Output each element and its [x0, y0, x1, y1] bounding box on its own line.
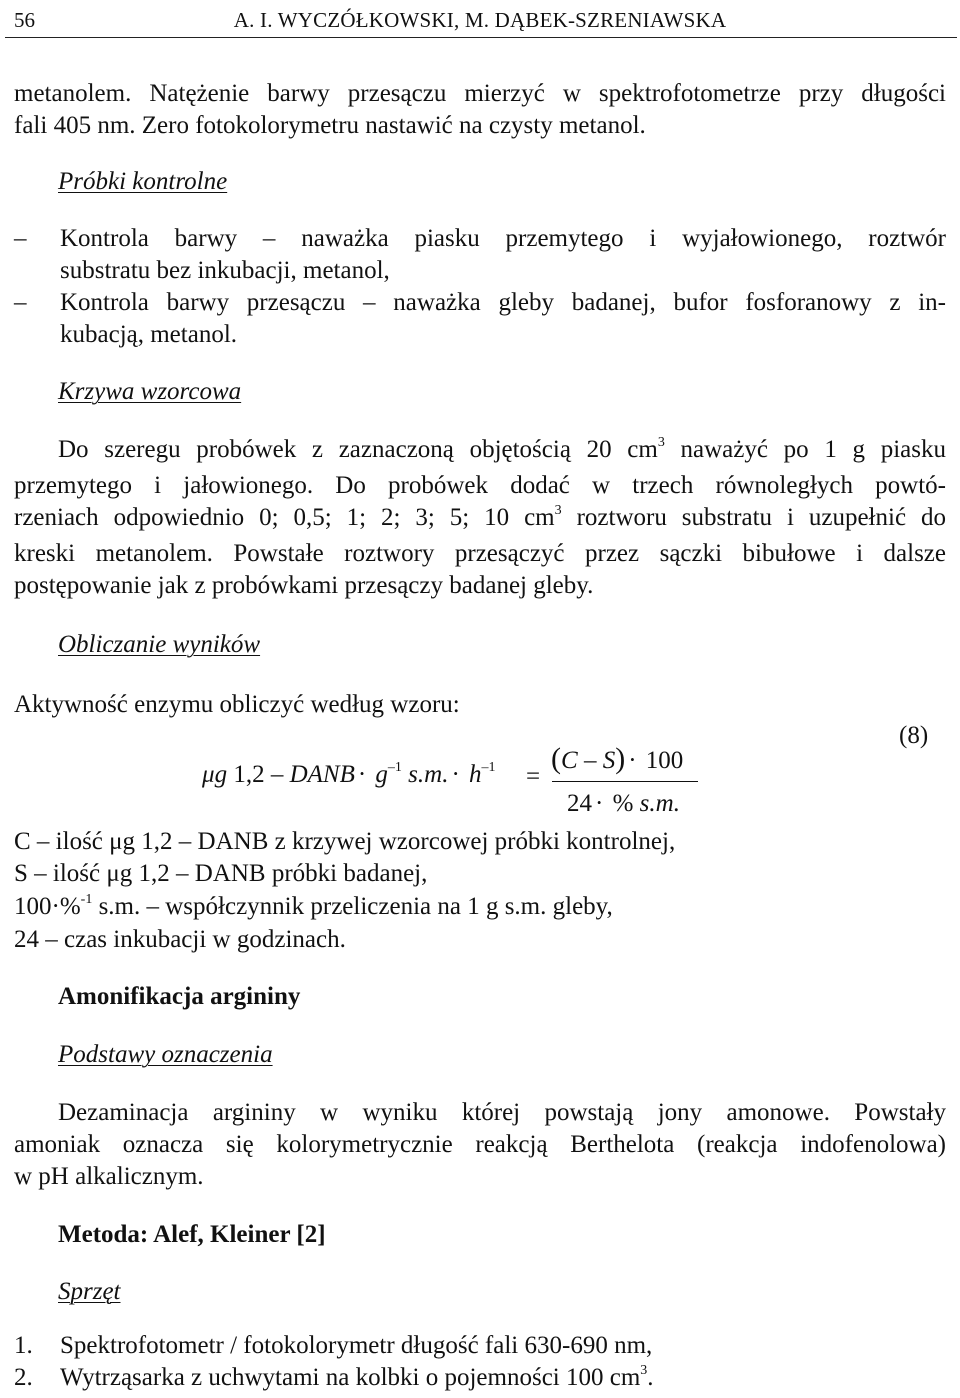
calculation-heading: Obliczanie wyników — [58, 631, 261, 658]
formula-lhs: μg 1,2 – DANB · $g^{-1}$ s.m. · $h^{-1}$ — [202, 760, 496, 788]
equipment-heading: Sprzęt — [58, 1278, 121, 1305]
arginine-heading: Amonifikacja argininy — [58, 983, 301, 1010]
paragraph-line: amoniak oznacza się kolorymetrycznie reakcją Berthelota (reakcja indofenolowa) — [14, 1131, 946, 1158]
formula-legend-line: 24 – czas inkubacji w godzinach. — [14, 926, 346, 953]
paragraph-line: przemytego i jałowionego. Do probówek dodać w trzech równoległych powtó- — [14, 472, 946, 499]
intro-line: fali 405 nm. Zero fotokolorymetru nastawić na czysty metanol. — [14, 112, 646, 139]
standard-curve-heading: Krzywa wzorcowa — [58, 378, 242, 405]
paragraph-line: Dezaminacja argininy w wyniku której powstają jony amonowe. Powstały — [58, 1099, 946, 1126]
equipment-item: 2. Wytrząsarka z uchwytami na kolbki o pojemności 100 $cm^3$. — [14, 1363, 654, 1391]
page-number: 56 — [14, 8, 35, 32]
standard-paragraph — [14, 434, 946, 602]
controls-heading: Próbki kontrolne — [58, 168, 228, 195]
list-item-line: Kontrola barwy przesączu – naważka gleby badanej, bufor fosforanowy z in- — [60, 289, 946, 316]
header-rule — [5, 37, 957, 38]
paragraph-line: Do szeregu probówek z zaznaczoną objętością 20 $cm^3$ naważyć po 1 g piasku — [58, 435, 946, 463]
equals-sign: = — [526, 763, 541, 790]
equation-number: (8) — [899, 722, 929, 749]
intro-paragraph — [14, 78, 946, 142]
formula-numerator: (C – S) · 100 — [551, 742, 684, 775]
formula-intro: Aktywność enzymu obliczyć według wzoru: — [14, 691, 460, 718]
dash-bullet: – — [14, 289, 27, 316]
formula-legend-line: C – ilość μg 1,2 – DANB z krzywej wzorcowej próbki kontrolnej, — [14, 828, 676, 855]
fraction-bar — [552, 781, 698, 782]
method-heading: Metoda: Alef, Kleiner [2] — [58, 1221, 326, 1248]
principle-heading: Podstawy oznaczenia — [58, 1041, 273, 1068]
formula-legend-line: 100·%$^{-1}$ s.m. – współczynnik przeliczenia na 1 g s.m. gleby, — [14, 892, 613, 920]
paragraph-line: postępowanie jak z probówkami przesączy badanej gleby. — [14, 572, 594, 599]
list-item-line: Kontrola barwy – naważka piasku przemytego i wyjałowionego, roztwór — [60, 225, 946, 252]
equipment-item: 1. Spektrofotometr / fotokolorymetr długość fali 630-690 nm, — [14, 1332, 653, 1359]
list-item-line: substratu bez inkubacji, metanol, — [60, 257, 390, 284]
formula-legend-line: S – ilość μg 1,2 – DANB próbki badanej, — [14, 860, 428, 887]
formula-denominator: 24 · % s.m. — [567, 790, 680, 817]
paragraph-line: rzeniach odpowiednio 0; 0,5; 1; 2; 3; 5; 10 $cm^3$ roztworu substratu i uzupełnić do — [14, 503, 946, 531]
dash-bullet: – — [14, 225, 27, 252]
principle-paragraph — [14, 1097, 946, 1193]
paragraph-line: w pH alkalicznym. — [14, 1163, 204, 1190]
intro-line: metanolem. Natężenie barwy przesączu mierzyć w spektrofotometrze przy długości — [14, 80, 946, 107]
page-header — [0, 4, 960, 34]
paragraph-line: kreski metanolem. Powstałe roztwory przesączyć przez sączki bibułowe i dalsze — [14, 540, 946, 567]
running-title: A. I. WYCZÓŁKOWSKI, M. DĄBEK-SZRENIAWSKA — [233, 8, 727, 32]
list-item-line: kubacją, metanol. — [60, 321, 238, 348]
